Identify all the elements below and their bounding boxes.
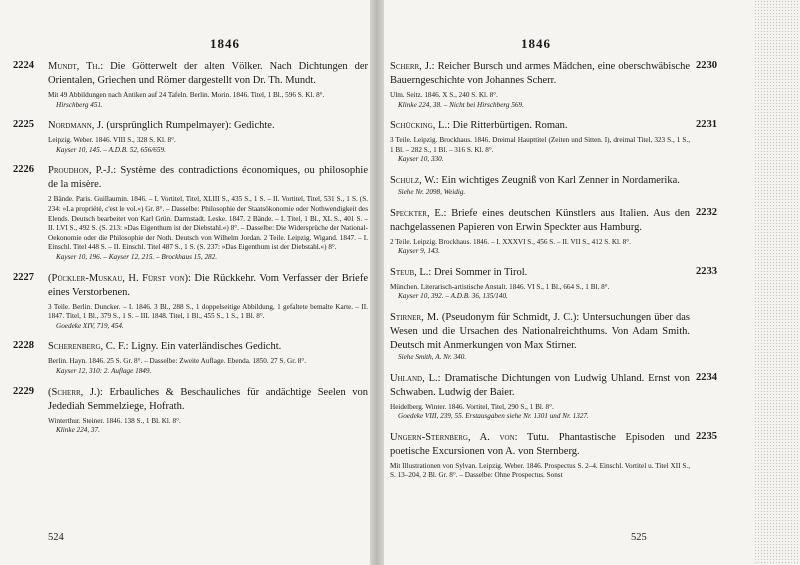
entry-number: 2234 [696,371,717,383]
left-page [0,0,378,565]
entry-author: Proudhon, P.-J.: [48,165,117,177]
bibliography-entry [390,371,717,422]
entry-author: Scherr, J.: [390,61,435,72]
entry-title: Die Götterwelt der alten Völker. Nach Dichtungen der Orientalen, Griechen und Römer dargestellt von Dr. Th. Mundt. [48,61,369,86]
bibliography-entry [13,164,368,262]
entry-title: Ligny. Ein vaterländisches Gedicht. [131,341,282,353]
entry-author: Steub, L.: [390,266,432,278]
entry-author: Scherenberg, C. F.: [48,341,129,353]
entry-number: 2224 [13,60,34,71]
entry-number: 2233 [696,265,717,277]
entry-author: Schücking, L.: [390,120,450,132]
entry-author: (Scherr, J.): [48,386,103,398]
entry-heading [48,340,368,354]
entry-title: Drei Sommer in Tirol. [433,266,528,278]
scan-edge-noise [754,0,800,565]
entry-references: Kayser 10, 196. – Kayser 12, 215. – Brockhaus 15, 282. [56,252,218,261]
page-year: 1846 [521,36,551,51]
entry-author: Mundt, Th.: [48,61,104,72]
entry-heading [48,386,368,414]
entry-references: Goedeke XIV, 719, 454. [56,321,124,330]
entry-references: Kayser 10, 392. – A.D.B. 36, 135/140. [398,292,508,301]
bibliography-entry [390,60,717,110]
entry-description: Ulm. Seitz. 1846. X S., 240 S. Kl. 8°. [390,91,498,99]
entry-references: Klinke 224, 38. – Nicht bei Hirschberg 569. [398,100,524,109]
bibliography-entry [390,265,717,302]
entry-description: 3 Teile. Berlin. Duncker. – I. 1846. 3 Bl., 288 S., 1 doppelseitige Abbildung, 1 gefaltete bemalte Karte. – II. 1847. Titel, 1 Bl., 379 S., 1 S. – III. 1848. Titel, 1 Bl., 455 S., 1 S., 1 Bl. 8°. [48,302,368,321]
entry-references: Kayser 10, 145. – A.D.B. 52, 656/659. [56,145,166,154]
entry-description: Mit Illustrationen von Sylvan. Leipzig. Weber. 1846. Prospectus S. 2–4. Einschl. Vortitel u. Titel XII S., S. 13–204, 2 Bl. Gr. 8°. – Dasselbe: Ohne Prospectus. Sonst [390,461,690,480]
entry-heading [48,119,368,133]
entry-heading [390,311,690,353]
entry-heading [390,372,690,400]
entry-references: Klinke 224, 37. [56,426,100,435]
entry-heading [390,119,690,133]
entry-title: Tutu. Phantastische Episoden und poetische Excursionen von A. von Sternberg. [390,431,690,457]
entry-title: Erbauliches & Beschauliches für andächtige Seelen von Jedediah Semmelziege, Hofrath. [48,386,368,412]
entry-number: 2227 [13,271,34,283]
entry-description: 2 Bände. Paris. Guillaumin. 1846. – I. Vortitel, Titel, XLIII S., 435 S., 1 S. – II. Vortitel, Titel, 531 S., 1 S. (S. 234: »La propriété, c'est le vol.«) Gr. 8°. – Dasselbe: Philosophie der Staatsökonomie oder Nothwendigkeit des Elends. Deutsch bearbeitet von Karl Grün. Darmstadt. Leske. 1847. 2 Bände. – I. Titel, 1 Bl., XL S., 401 S. – II. LVI S., 492 S. (S. 213: »Das Eigenthum ist der Diebstahl.«) 8°. – Dasselbe: Die Widersprüche der National-Oekonomie oder die Philosophie der Noth. Deutsch von Wilhelm Jordan. 2 Teile. Leipzig. Wigand. 1847. – I. Einschl. Titel 448 S. – II. Einschl. Titel 487 S., 1 S. (S. 237: »Das Eigenthum ist der Diebstahl.«) 8°. [48,195,368,252]
page-year: 1846 [210,36,240,51]
entry-description: Heidelberg. Winter. 1846. Vortitel, Titel, 290 S., 1 Bl. 8°. [390,402,554,411]
entry-title: Die Rückkehr. Vom Verfasser der Briefe eines Verstorbenen. [48,272,369,298]
bibliography-entry [13,60,369,110]
bibliography-entry [390,430,717,481]
entry-heading [390,266,690,280]
entry-description: 3 Teile. Leipzig. Brockhaus. 1846. Dreimal Haupttitel (Zeiten und Sitten. I), dreimal Titel, 323 S., 1 S., 1 Bl. – 282 S., 1 Bl. – 316 S. Kl. 8°. [390,136,690,154]
entry-title: Ein wichtiges Zeugniß von Karl Zenner in Nordamerika. [441,174,680,186]
entry-description: 2 Teile. Leipzig. Brockhaus. 1846. – I. XXXVI S., 456 S. – II. VII S., 412 S. Kl. 8°. [390,237,631,246]
entry-number: 2235 [696,430,717,442]
entry-title: (ursprünglich Rumpelmayer): Gedichte. [106,120,275,132]
entry-references: Hirschberg 451. [56,100,103,109]
right-page [378,0,800,565]
entry-description: München. Literarisch-artistische Anstalt. 1846. VI S., 1 Bl., 664 S., 1 Bl. 8°. [390,282,610,291]
bibliography-entry [13,385,368,436]
entry-heading [48,164,368,192]
entry-author: Schulz, W.: [390,174,439,186]
entry-number: 2225 [13,119,34,131]
entry-title: Dramatische Dichtungen von Ludwig Uhland. Ernst von Schwaben. Ludwig der Baier. [390,372,690,398]
entry-heading [390,207,690,235]
entry-heading [48,60,368,88]
entry-number: 2232 [696,206,717,218]
entry-heading [48,272,368,300]
entry-title: Reicher Bursch und armes Mädchen, eine oberschwäbische Bauerngeschichte von Johannes Scherr. [390,61,691,86]
bibliography-entry [390,174,690,198]
entry-references: Siehe Smith, A. Nr. 340. [398,352,467,361]
bibliography-entry [390,311,690,363]
page-number: 525 [631,532,647,543]
bibliography-entry [13,340,368,376]
left-entries [13,60,369,445]
entry-number: 2229 [13,385,34,397]
entry-references: Kayser 12, 310: 2. Auflage 1849. [56,366,152,375]
entry-title: (Pseudonym für Schmidt, J. C.): Untersuchungen über das Wesen und die Ursachen des Nationalreichthums. Von Adam Smith. Deutsch mit Anmerkungen von Max Stirner. [390,311,690,351]
entry-heading [390,174,690,188]
entry-author: Nordmann, J. [48,120,104,132]
entry-title: Die Ritterbürtigen. Roman. [452,120,568,132]
right-entries [390,60,717,490]
entry-author: Speckter, E.: [390,207,447,219]
entry-number: 2226 [13,164,34,176]
entry-description: Winterthur. Steiner. 1846. 138 S., 1 Bl. Kl. 8°. [48,416,181,425]
bibliography-entry [13,119,368,155]
entry-heading [390,431,690,459]
entry-author: Uhland, L.: [390,372,441,384]
entry-description: Berlin. Hayn. 1846. 25 S. Gr. 8°. – Dasselbe: Zweite Auflage. Ebenda. 1850. 27 S. Gr. 8°. [48,357,307,366]
entry-number: 2231 [696,119,717,131]
entry-references: Siehe Nr. 2098, Weidig. [398,187,466,196]
entry-author: Ungern-Sternberg, A. von: [390,431,518,443]
entry-description: Leipzig. Weber. 1846. VIII S., 328 S. Kl. 8°. [48,136,176,145]
entry-references: Goedeke VIII, 239, 55. Erstausgaben siehe Nr. 1301 und Nr. 1327. [398,412,589,421]
bibliography-entry [390,206,717,257]
page-number: 524 [48,532,64,543]
entry-author: Stirner, M. [390,311,439,323]
entry-number: 2228 [13,340,34,352]
entry-heading [390,60,690,88]
bibliography-entry [13,271,369,332]
entry-title: Système des contradictions économiques, ou philosophie de la misère. [48,165,368,191]
entry-author: (Pückler-Muskau, H. Fürst von): [48,272,191,284]
bibliography-entry [390,119,717,165]
entry-number: 2230 [696,60,717,71]
entry-references: Kayser 9, 143. [398,247,440,256]
entry-title: Briefe eines deutschen Künstlers aus Italien. Aus den nachgelassenen Papieren von Erwin Speckter aus Hamburg. [390,207,691,233]
entry-references: Kayser 10, 330. [398,155,444,164]
entry-description: Mit 49 Abbildungen nach Antiken auf 24 Tafeln. Berlin. Morin. 1846. Titel, 1 Bl., 596 S. Kl. 8°. [48,91,325,99]
